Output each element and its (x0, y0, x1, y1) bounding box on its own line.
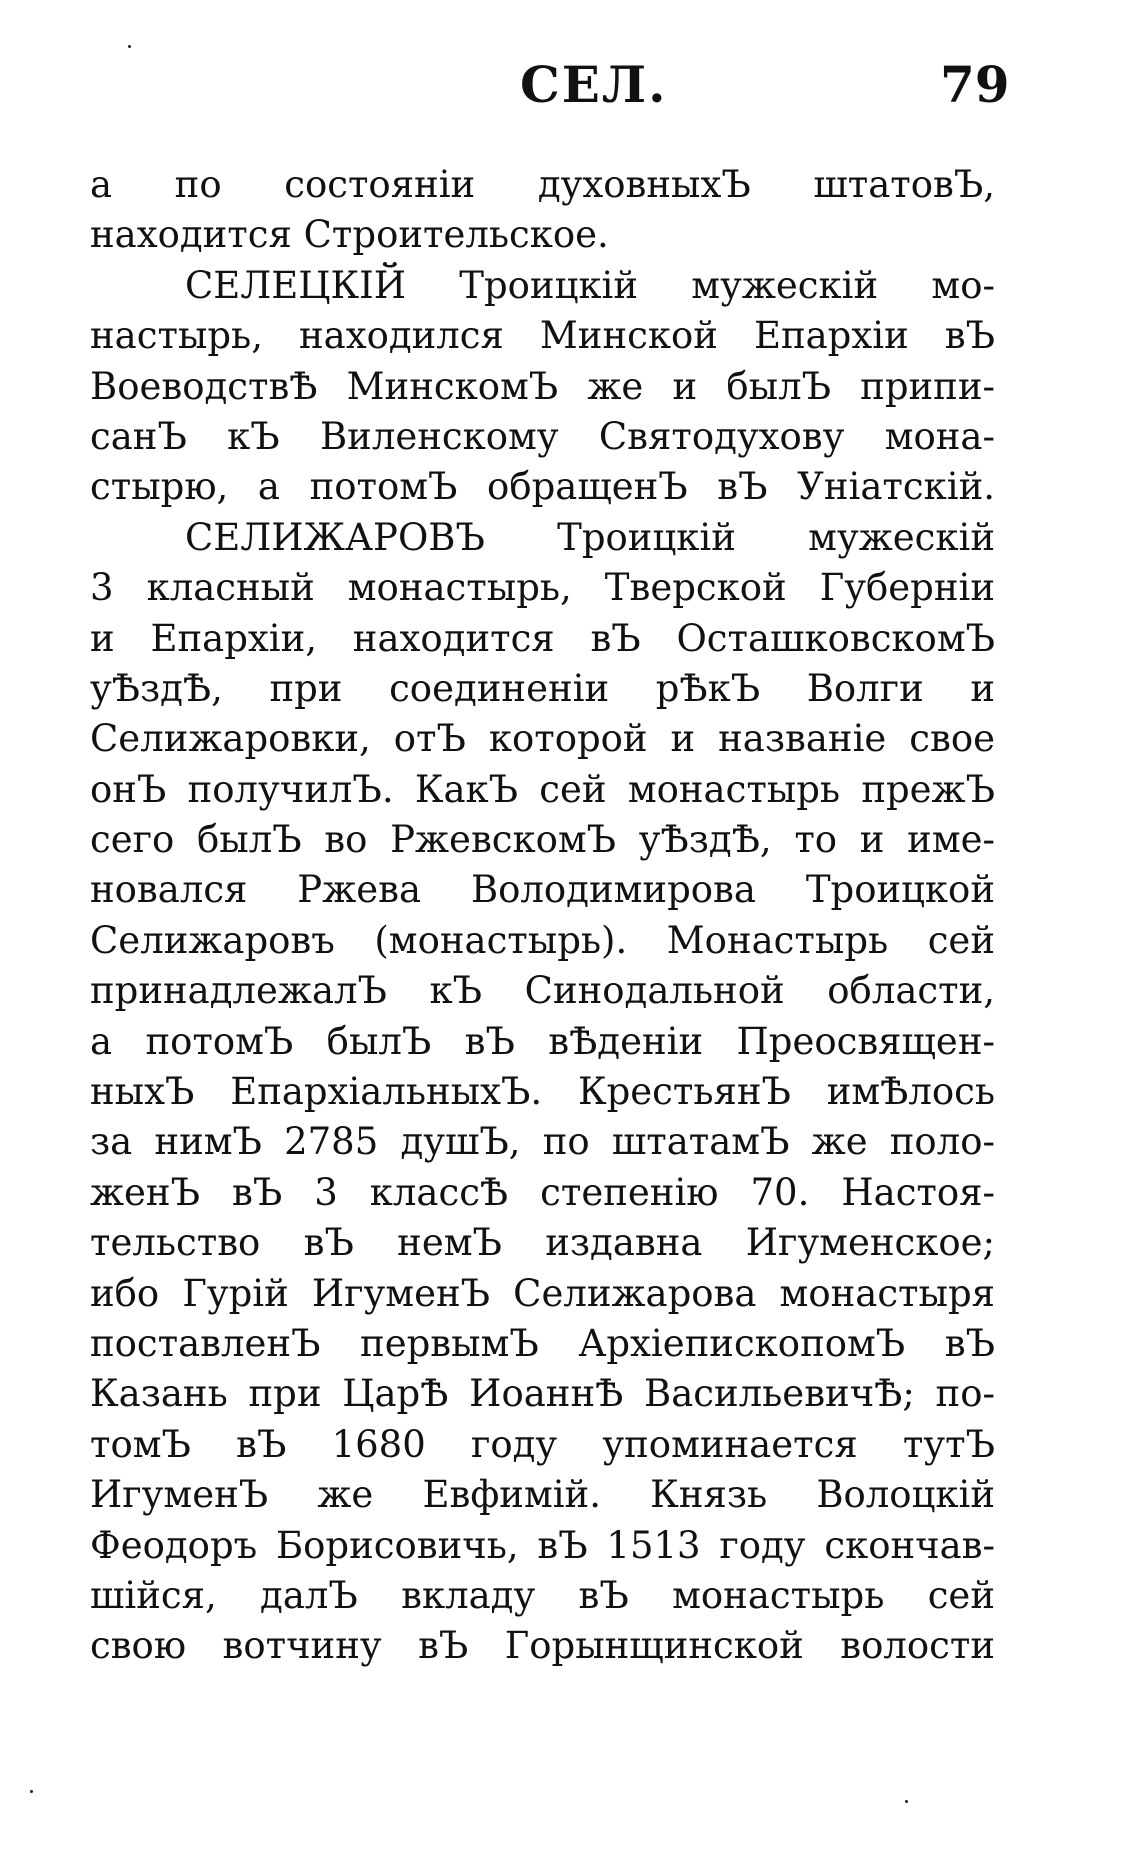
text-line: Селижаровъ (монастырь). Монастырь сей (90, 918, 995, 962)
text-line: и Епархiи, находится вЪ ОсташковскомЪ (90, 616, 995, 660)
text-line: а по состоянiи духовныхЪ штатовЪ, (90, 163, 995, 206)
text-line: Феодоръ Борисовичь, вЪ 1513 году скончав- (90, 1523, 995, 1567)
text-line: уѢздѢ, при соединенiи рѢкЪ Волги и (90, 666, 995, 710)
paper-speck (905, 1800, 908, 1803)
paper-speck (128, 45, 131, 48)
text-line: ВоеводствѢ МинскомЪ же и былЪ припи- (90, 364, 995, 408)
text-line: ИгуменЪ же Евфимiй. Князь Волоцкiй (90, 1473, 995, 1517)
text-line: поставленЪ первымЪ АрхiепископомЪ вЪ (90, 1321, 995, 1365)
text-line: шiйся, далЪ вкладу вЪ монастырь сей (90, 1573, 995, 1617)
text-line: находится Строительское. (90, 213, 609, 257)
text-line: ныхЪ ЕпархiальныхЪ. КрестьянЪ имѢлось (90, 1070, 995, 1114)
text-line: санЪ кЪ Виленскому Святодухову мона- (90, 414, 995, 458)
text-line: свою вотчину вЪ Горынщинской волости (90, 1624, 995, 1668)
text-line: Селижаровки, отЪ которой и названiе свое (90, 717, 995, 761)
text-line: тельство вЪ немЪ издавна Игуменское; (90, 1221, 995, 1265)
text-line: сего былЪ во РжевскомЪ уѢздѢ, то и име- (90, 818, 995, 862)
paper-speck (30, 1790, 33, 1793)
entry-selizharov-heading-line: СЕЛИЖАРОВЪ Троицкiй мужескiй (185, 515, 995, 559)
text-line: а потомЪ былЪ вЪ вѢденiи Преосвящен- (90, 1019, 995, 1063)
text-line: онЪ получилЪ. КакЪ сей монастырь прежЪ (90, 767, 995, 811)
text-line: стырю, а потомЪ обращенЪ вЪ Унiатскiй. (90, 465, 995, 509)
running-title: СЕЛ. (520, 55, 668, 114)
page-number: 79 (940, 55, 1010, 114)
page-header (0, 55, 1140, 115)
text-line: женЪ вЪ 3 классѢ степенiю 70. Настоя- (90, 1170, 995, 1214)
text-line: Казань при ЦарѢ ИоаннѢ ВасильевичѢ; по- (90, 1372, 995, 1416)
text-line: настырь, находился Минской Епархiи вЪ (90, 314, 995, 358)
body-text (90, 160, 995, 1672)
text-line: 3 класный монастырь, Тверской Губернiи (90, 566, 995, 610)
text-line: принадлежалЪ кЪ Синодальной области, (90, 969, 995, 1013)
text-line: новался Ржева Володимирова Троицкой (90, 868, 995, 912)
entry-selecky-heading-line: СЕЛЕЦКIЙ Троицкiй мужескiй мо- (185, 263, 995, 307)
text-line: за нимЪ 2785 душЪ, по штатамЪ же поло- (90, 1120, 995, 1164)
text-line: ибо Гурiй ИгуменЪ Селижарова монастыря (90, 1271, 995, 1315)
text-line: томЪ вЪ 1680 году упоминается тутЪ (90, 1422, 995, 1466)
